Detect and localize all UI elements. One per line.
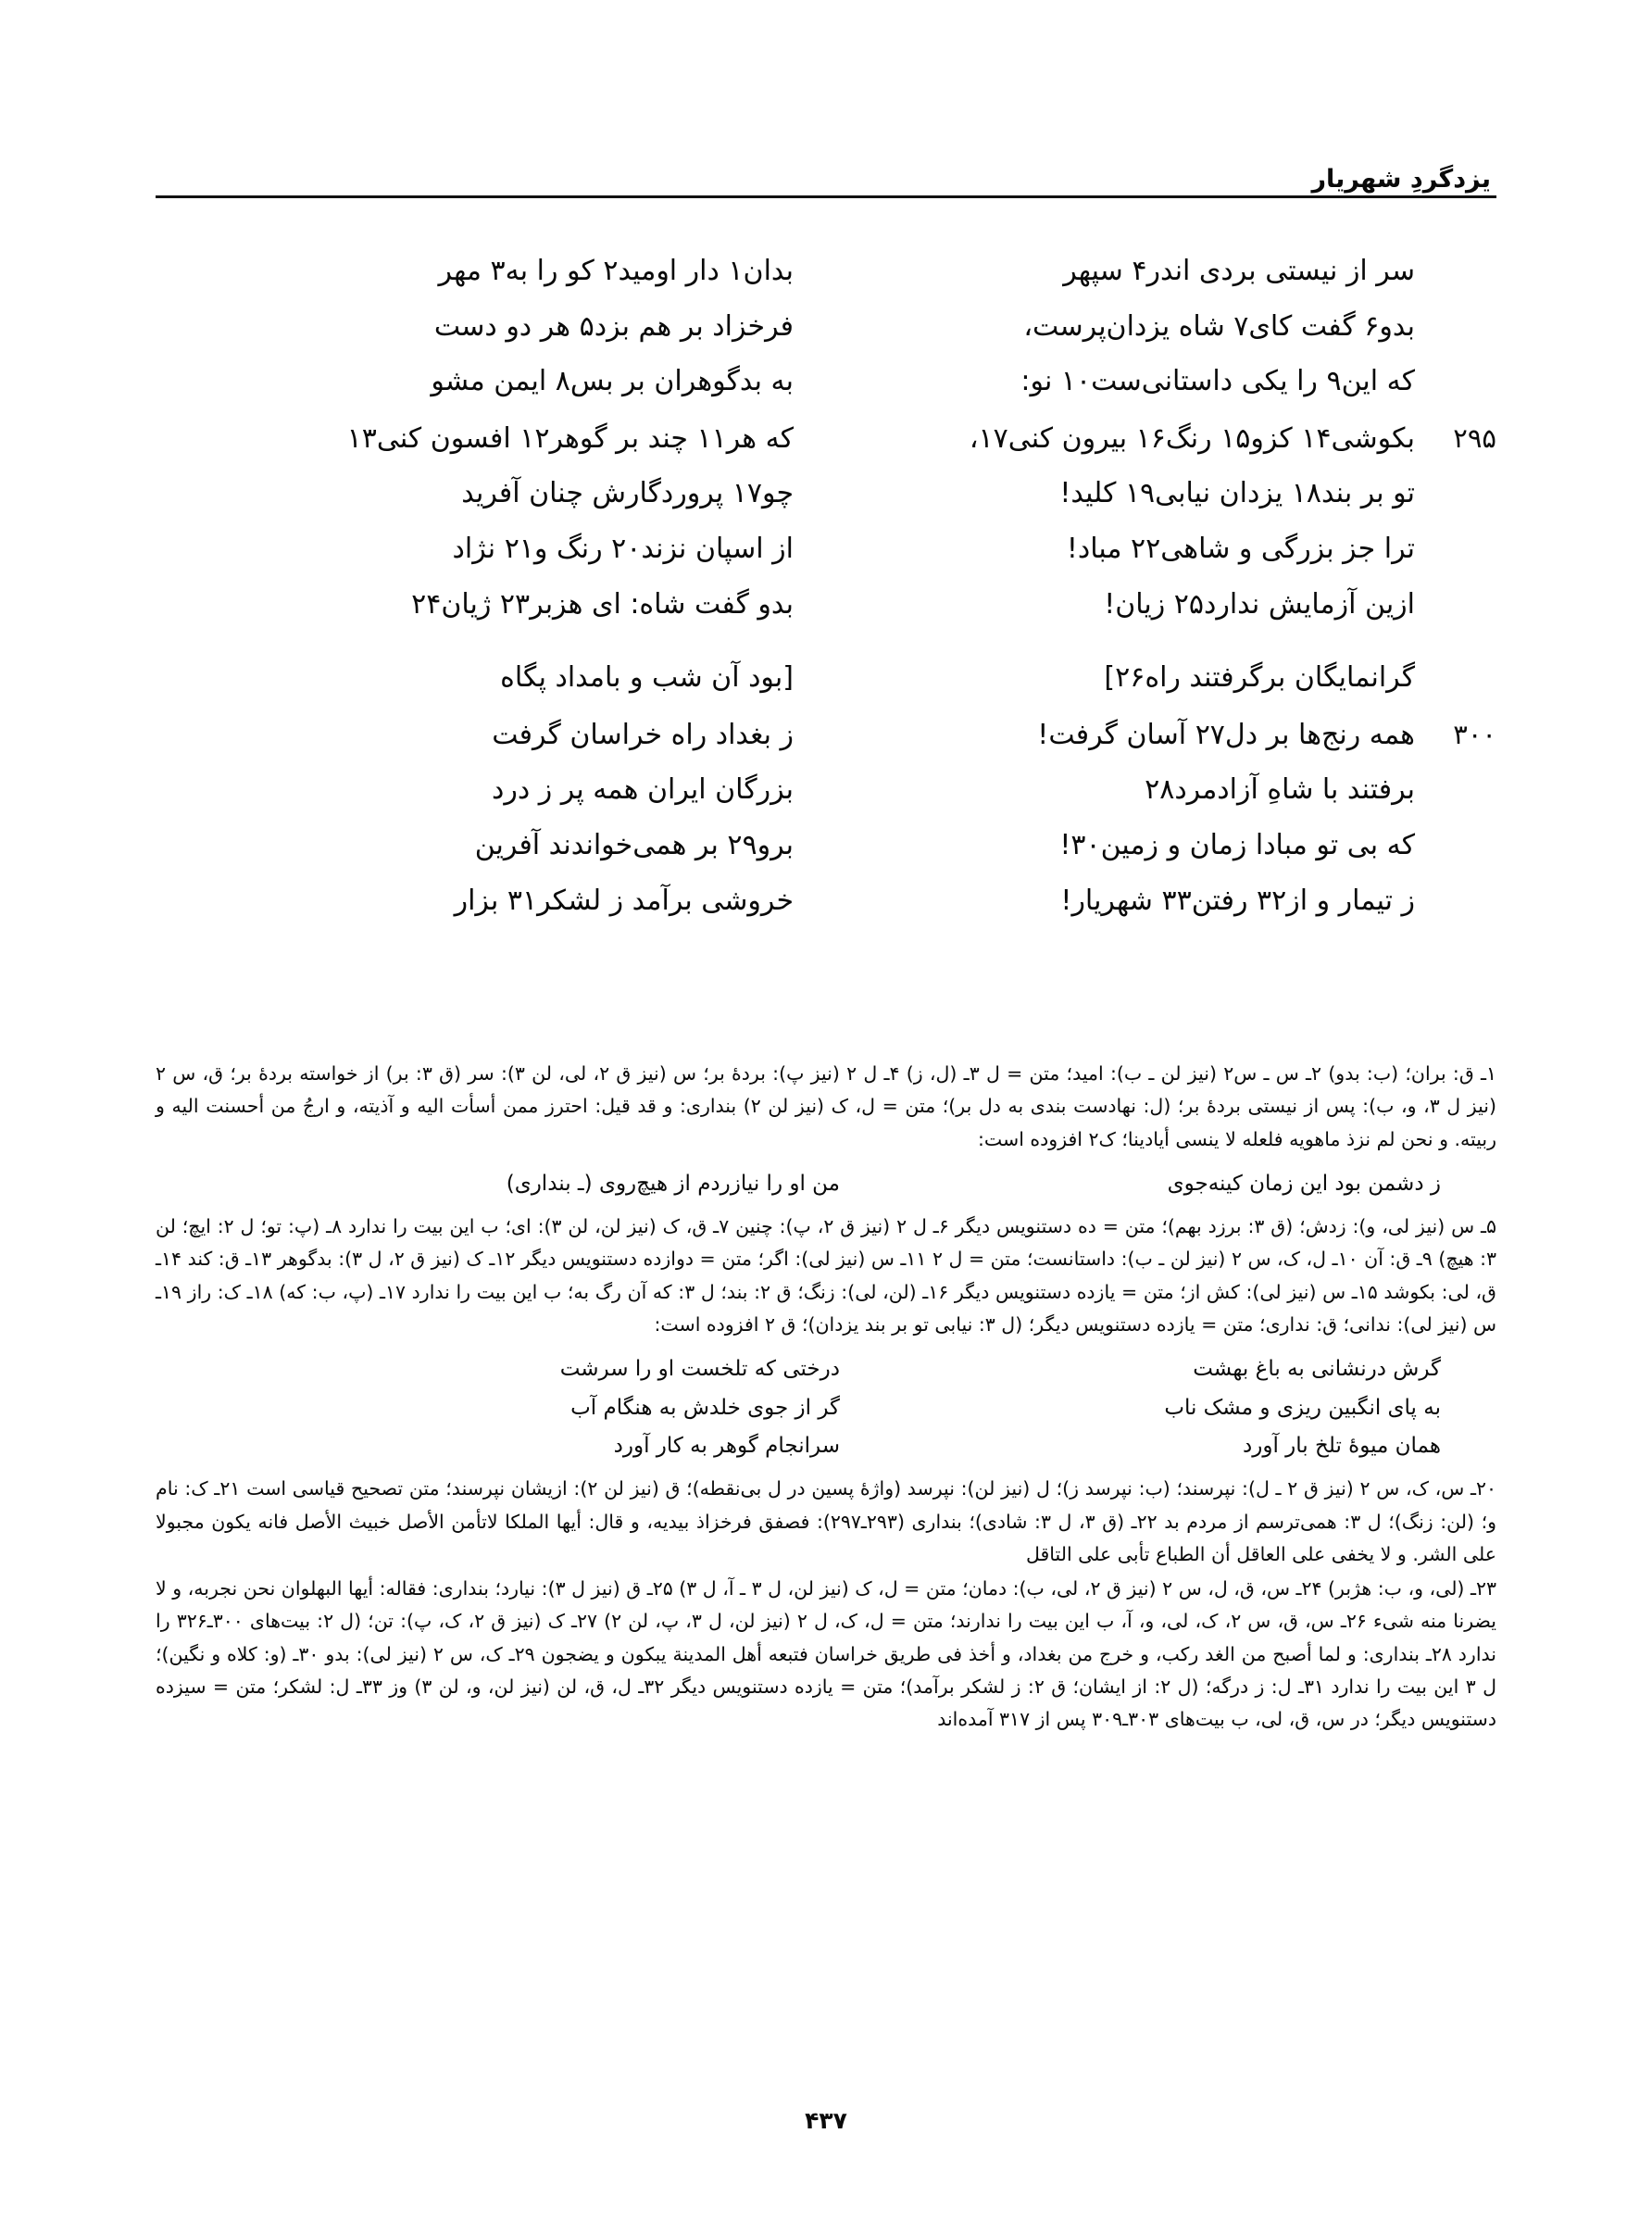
verse-number bbox=[1424, 908, 1496, 910]
apparatus-hemistich-left: به پای انگبین ریزی و مشک ناب bbox=[1164, 1395, 1441, 1420]
hemistich-right: به بدگوهران بر بس۸ ایمن مشو bbox=[431, 365, 794, 398]
hemistich-left: ز تیمار و از۳۲ رفتن۳۳ شهریار! bbox=[1060, 884, 1415, 917]
hemistich-left: همه رنج‌ها بر دل۲۷ آسان گرفت! bbox=[1037, 718, 1415, 751]
stanza-1 bbox=[156, 250, 1496, 625]
apparatus-hemistich-left: ز دشمن بود این زمان کینه‌جوی bbox=[1167, 1171, 1441, 1196]
apparatus-hemistich-right: درختی که تلخست او را سرشت bbox=[559, 1357, 840, 1382]
hemistich-left: بدو۶ گفت کای۷ شاه یزدان‌پرست، bbox=[1023, 309, 1415, 343]
hemistich-left: که بی تو مبادا زمان و زمین۳۰! bbox=[1059, 828, 1415, 861]
verse-line bbox=[156, 472, 1496, 515]
verse-area bbox=[156, 250, 1496, 953]
verse-line bbox=[156, 657, 1496, 699]
hemistich-right: ز بغداد راه خراسان گرفت bbox=[492, 718, 794, 751]
apparatus-quoted-verse-block bbox=[156, 1165, 1496, 1203]
verse-line bbox=[156, 416, 1496, 460]
apparatus-verse-line bbox=[156, 1389, 1496, 1427]
verse-number: ۳۰۰ bbox=[1453, 718, 1496, 750]
hemistich-right: از اسپان نزند۲۰ رنگ و۲۱ نژاد bbox=[452, 532, 794, 565]
apparatus-hemistich-right: گر از جوی خلدش به هنگام آب bbox=[570, 1395, 840, 1420]
verse-line bbox=[156, 584, 1496, 626]
critical-apparatus bbox=[156, 1058, 1496, 1738]
page-header bbox=[156, 165, 1496, 202]
hemistich-right: بزرگان ایران همه پر ز درد bbox=[492, 773, 794, 807]
apparatus-note: ۲۰ـ س، ک، س ۲ (نیز ق ۲ ـ ل): نپرسند؛ (ب: نپرسد ز)؛ ل (نیز لن): نپرسد (واژهٔ پسین در ل بی‌نقطه)؛ ق (نیز لن ۲): ازیشان نپرسند؛ متن تصحیح قیاسی است ۲۱ـ ک: نام و؛ (لن: زنگ)؛ ل ۳: همی‌ترسم از مردم بد ۲۲ـ (ق ۳، ل ۳: شادی)؛ بنداری (۲۹۳ـ۲۹۷): فصفق فرخزاذ بیدیه، و قال: أیها الملکا لاتأمن الأصل خبیث الأصل فانه یکون مجبولا علی الشر. و لا یخفی علی العاقل أن الطباع تأبی علی التاقل bbox=[156, 1477, 1497, 1565]
stanza-2 bbox=[156, 657, 1496, 922]
hemistich-left: ازین آزمایش ندارد۲۵ زیان! bbox=[1104, 587, 1415, 621]
hemistich-right: چو۱۷ پروردگارش چنان آفرید bbox=[461, 477, 794, 510]
page-number: ۴۳۷ bbox=[805, 2107, 847, 2134]
apparatus-verse-line bbox=[156, 1427, 1496, 1465]
hemistich-right: بدان۱ دار اومید۲ کو را به۳ مهر bbox=[438, 255, 794, 287]
apparatus-verse-line bbox=[156, 1165, 1496, 1203]
apparatus-hemistich-right: سرانجام گوهر به کار آورد bbox=[613, 1433, 840, 1458]
verse-line bbox=[156, 306, 1496, 348]
hemistich-left: برفتند با شاهِ آزادمرد۲۸ bbox=[1145, 773, 1415, 807]
hemistich-right: فرخزاد بر هم بزد۵ هر دو دست bbox=[433, 309, 794, 343]
hemistich-right: برو۲۹ بر همی‌خواندند آفرین bbox=[474, 828, 794, 861]
verse-number bbox=[1424, 611, 1496, 613]
hemistich-left: تو بر بند۱۸ یزدان نیابی۱۹ کلید! bbox=[1059, 477, 1415, 510]
apparatus-note: ۲۳ـ (لی، و، ب: هژبر) ۲۴ـ س، ق، ل، س ۲ (نیز ق ۲، لی، ب): دمان؛ متن = ل، ک (نیز لن، ل ۳ ـ آ، ل ۳) ۲۵ـ ق (نیز ل ۳): نیارد؛ بنداری: فقاله: أیها البهلوان نحن نجربه، و لا یضرنا منه شیء ۲۶ـ س، ق، س ۲، ک، لی، و، آ، ب این بیت را ندارند؛ متن = ل، ک، ل ۲ (نیز لن، ل ۳، پ، لن ۲) ۲۷ـ ک (نیز ق ۲، ک، پ): تن؛ (ل ۲: بیت‌های ۳۰۰ـ۳۲۶ را ندارد ۲۸ـ بنداری: و لما أصبح من الغد رکب، و خرج من بغداد، و أخذ فی طریق خراسان فتبعه أهل المدینة یبکون و یضجون ۲۹ـ ک، س ۲ (نیز لی): بدو ۳۰ـ (و: کلاه و نگین)؛ ل ۳ این بیت را ندارد ۳۱ـ ل: ز درگه؛ (ل ۲: از ایشان؛ ق ۲: ز لشکر برآمد)؛ متن = یازده دستنویس دیگر ۳۲ـ ل، ق، لن (نیز لن، و، لن ۳) وز ۳۳ـ ل: لشکر؛ متن = سیزده دستنویس دیگر؛ در س، ق، لی، ب بیت‌های ۳۰۳ـ۳۰۹ پس از ۳۱۷ آمده‌اند bbox=[156, 1577, 1496, 1731]
verse-line bbox=[156, 712, 1496, 757]
verse-number bbox=[1424, 388, 1496, 390]
header-divider bbox=[156, 195, 1496, 198]
running-head: یزدگردِ شهریار bbox=[1298, 165, 1491, 194]
verse-line bbox=[156, 880, 1496, 922]
verse-line bbox=[156, 360, 1496, 403]
verse-number bbox=[1424, 278, 1496, 280]
apparatus-hemistich-left: گرش درنشانی به باغ بهشت bbox=[1193, 1357, 1441, 1382]
apparatus-note: ۵ـ س (نیز لی، و): زدش؛ (ق ۳: برزد بهم)؛ متن = ده دستنویس دیگر ۶ـ ل ۲ (نیز ق ۲، پ): چنین ۷ـ ق، ک (نیز لن، لن ۳): ای؛ ب این بیت را ندارد ۸ـ (پ: تو؛ ل ۲: ایچ؛ لن ۳: هیچ) ۹ـ ق: آن ۱۰ـ ل، ک، س ۲ (نیز لن ـ ب): داستانست؛ متن = ل ۲ ۱۱ـ س (نیز لی): اگر؛ متن = دوازده دستنویس دیگر ۱۲ـ ک (نیز ق ۲، ل ۳): بدگوهر ۱۳ـ ق: کند ۱۴ـ ق، لی: بکوشد ۱۵ـ س (نیز لی): کش از؛ متن = یازده دستنویس دیگر ۱۶ـ (لن، لی): زنگ؛ ق ۲: بند؛ ل ۳: که آن رگ به؛ ب این بیت را ندارد ۱۷ـ (پ، ب: که) ۱۸ـ ک: راز ۱۹ـ س (نیز لی): ندانی؛ ق: نداری؛ متن = یازده دستنویس دیگر؛ (ل ۳: نیابی تو بر بند یزدان)؛ ق ۲ افزوده است: bbox=[156, 1215, 1497, 1336]
hemistich-left: ترا جز بزرگی و شاهی۲۲ مباد! bbox=[1066, 532, 1415, 565]
apparatus-verse-line bbox=[156, 1350, 1496, 1388]
verse-number bbox=[1424, 500, 1496, 502]
hemistich-left: بکوشی۱۴ کزو۱۵ رنگ۱۶ بیرون کنی۱۷، bbox=[969, 421, 1415, 455]
hemistich-left: که این۹ را یکی داستانی‌ست۱۰ نو: bbox=[1020, 365, 1415, 398]
verse-number bbox=[1424, 852, 1496, 854]
verse-line bbox=[156, 528, 1496, 571]
hemistich-right: که هر۱۱ چند بر گوهر۱۲ افسون کنی۱۳ bbox=[346, 421, 794, 455]
verse-line bbox=[156, 824, 1496, 867]
verse-number bbox=[1424, 556, 1496, 558]
apparatus-note: ۱ـ ق: بران؛ (ب: بدو) ۲ـ س ـ س۲ (نیز لن ـ ب): امید؛ متن = ل ۳ـ (ل، ز) ۴ـ ل ۲ (نیز پ): بردهٔ بر؛ س (نیز ق ۲، لی، لن ۳): سر (ق ۳: بر) از خواسته بردهٔ بر؛ ق، س ۲ (نیز ل ۳، و، ب): پس از نیستی بردهٔ بر؛ (ل: نهادست بندی به دل بر)؛ متن = ل، ک (نیز لن ۲) بنداری: و قد قیل: احترز ممن أسأت الیه و آذیته، و ارجُ من أحسنت الیه و ربیته. و نحن لم نزذ ماهویه فلعله لا ینسی أیادینا؛ ک۲ افزوده است: bbox=[156, 1062, 1496, 1150]
apparatus-hemistich-left: همان میوهٔ تلخ بار آورد bbox=[1243, 1433, 1441, 1458]
hemistich-left: گرانمایگان برگرفتند راه۲۶] bbox=[1104, 661, 1415, 695]
hemistich-right: بدو گفت شاه: ای هزبر۲۳ ژیان۲۴ bbox=[411, 587, 794, 621]
verse-number bbox=[1424, 797, 1496, 798]
verse-number: ۲۹۵ bbox=[1453, 421, 1496, 454]
hemistich-right: [بود آن شب و بامداد پگاه bbox=[500, 661, 794, 695]
verse-line bbox=[156, 769, 1496, 811]
verse-number bbox=[1424, 333, 1496, 335]
apparatus-quoted-verse-block bbox=[156, 1350, 1496, 1465]
verse-number bbox=[1424, 684, 1496, 686]
apparatus-hemistich-right: من او را نیازردم از هیچ‌روی (ـ بنداری) bbox=[506, 1171, 840, 1196]
hemistich-left: سر از نیستی بردی اندر۴ سپهر bbox=[1063, 255, 1415, 287]
verse-line bbox=[156, 250, 1496, 293]
hemistich-right: خروشی برآمد ز لشکر۳۱ بزار bbox=[454, 884, 794, 917]
